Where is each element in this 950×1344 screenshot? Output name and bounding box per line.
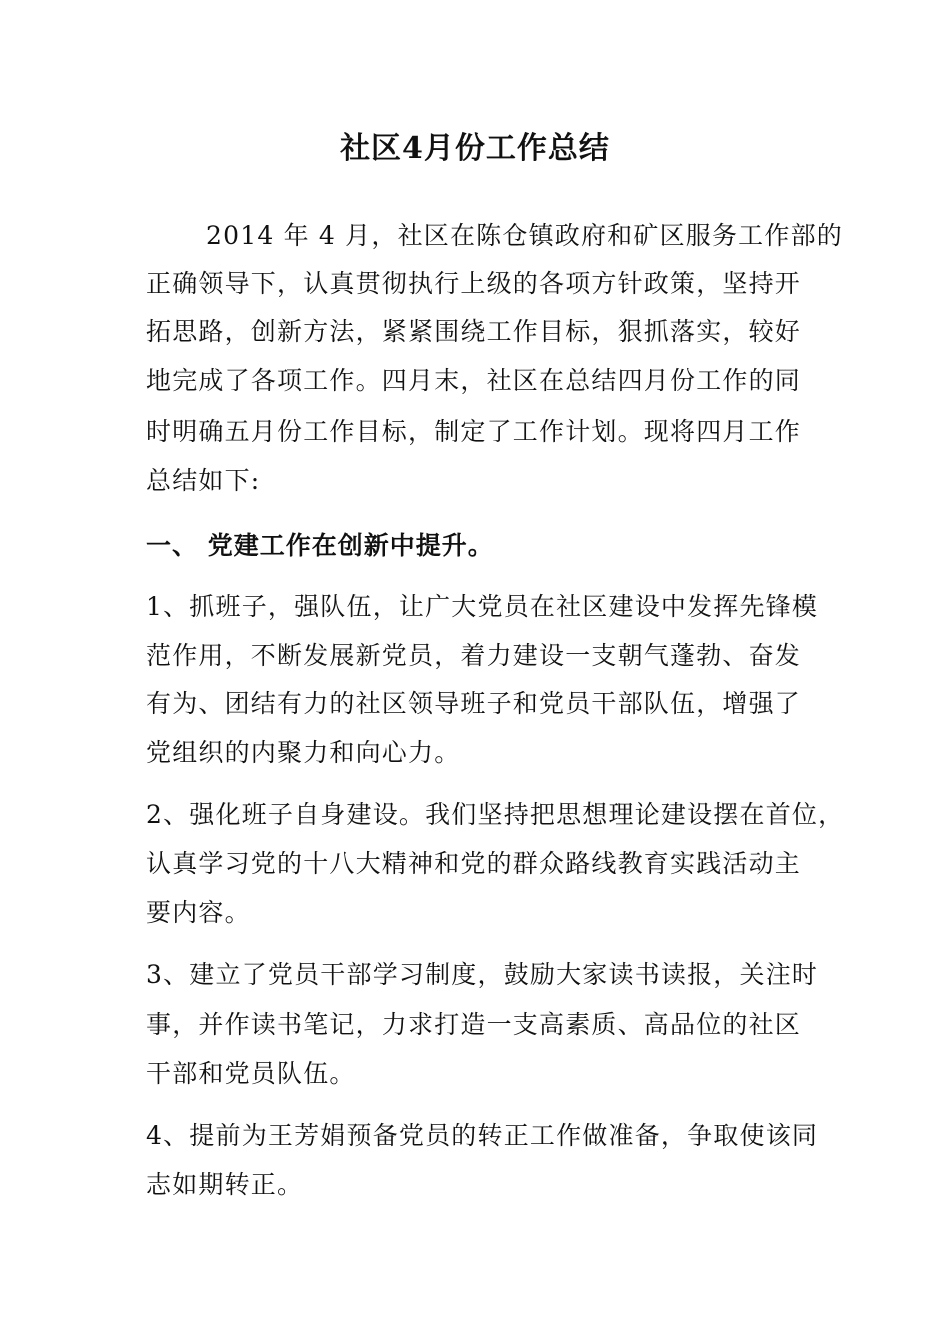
item-4-line-1: 4、提前为王芳娟预备党员的转正工作做准备，争取使该同 — [146, 1121, 819, 1150]
intro-line-5: 时明确五月份工作目标，制定了工作计划。现将四月工作 — [146, 417, 802, 446]
intro-line-3: 拓思路，创新方法，紧紧围绕工作目标，狠抓落实，较好 — [146, 317, 802, 346]
item-1-line-1: 1、抓班子，强队伍，让广大党员在社区建设中发挥先锋模 — [146, 592, 819, 621]
item-4-line-2: 志如期转正。 — [146, 1170, 304, 1199]
section-1-heading: 一、 党建工作在创新中提升。 — [146, 531, 494, 560]
intro-line-6: 总结如下: — [146, 466, 261, 495]
item-2-line-2: 认真学习党的十八大精神和党的群众路线教育实践活动主 — [146, 849, 802, 878]
item-1-line-4: 党组织的内聚力和向心力。 — [146, 738, 461, 767]
item-2-line-1: 2、强化班子自身建设。我们坚持把思想理论建设摆在首位， — [146, 800, 845, 829]
item-3-line-2: 事，并作读书笔记，力求打造一支高素质、高品位的社区 — [146, 1010, 802, 1039]
item-2-line-3: 要内容。 — [146, 898, 251, 927]
intro-line-1: 2014 年 4 月，社区在陈仓镇政府和矿区服务工作部的 — [206, 221, 843, 250]
item-3-line-3: 干部和党员队伍。 — [146, 1059, 356, 1088]
item-1-line-2: 范作用，不断发展新党员，着力建设一支朝气蓬勃、奋发 — [146, 641, 802, 670]
document-title: 社区4月份工作总结 — [340, 131, 610, 166]
item-1-line-3: 有为、团结有力的社区领导班子和党员干部队伍，增强了 — [146, 689, 802, 718]
intro-line-2: 正确领导下，认真贯彻执行上级的各项方针政策，坚持开 — [146, 269, 802, 298]
intro-line-4: 地完成了各项工作。四月末，社区在总结四月份工作的同 — [146, 366, 802, 395]
item-3-line-1: 3、建立了党员干部学习制度，鼓励大家读书读报，关注时 — [146, 960, 819, 989]
